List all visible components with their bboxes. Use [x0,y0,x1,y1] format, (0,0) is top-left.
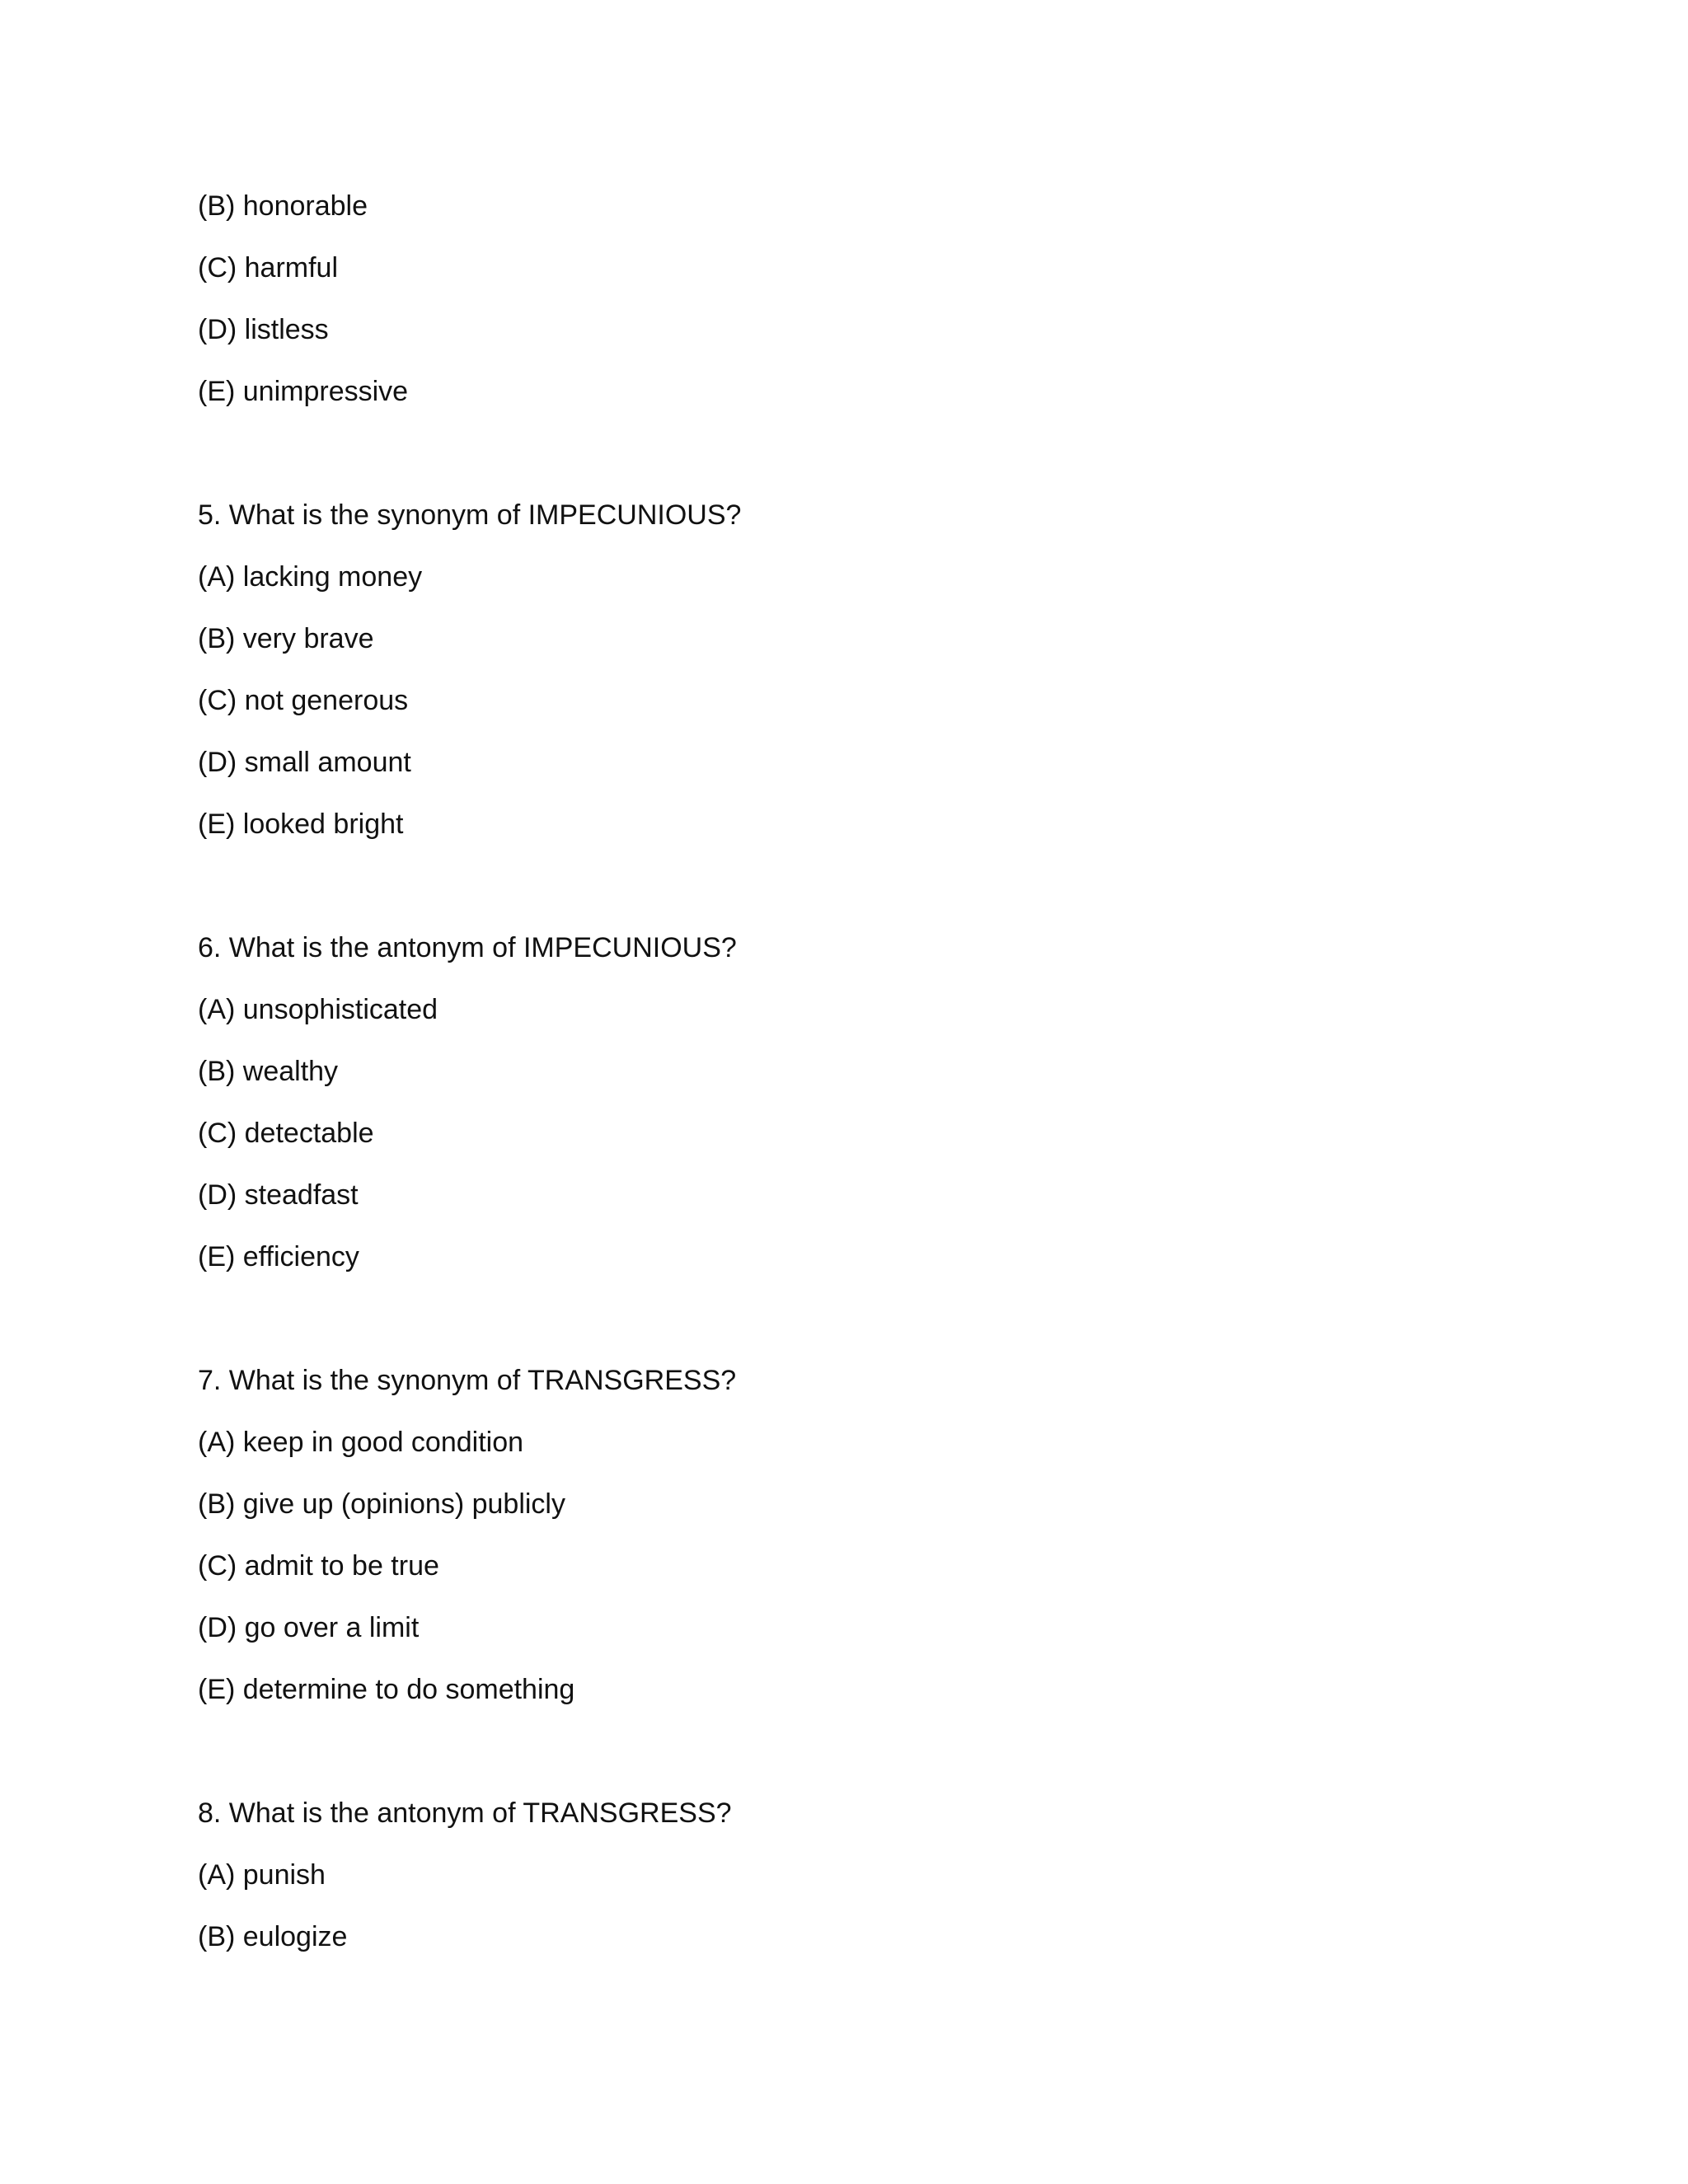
option-line: (D) go over a limit [198,1612,420,1643]
question-8-block [198,1797,1517,1953]
option-line: (B) honorable [198,190,368,222]
question-7-block [198,1364,1517,1706]
question-6-block [198,931,1517,1273]
question-4-options-continued [198,190,1517,408]
option-line: (E) efficiency [198,1241,359,1272]
option-line: (B) wealthy [198,1056,339,1087]
option-line: (B) eulogize [198,1921,348,1952]
question-6-text: 6. What is the antonym of IMPECUNIOUS? [198,932,737,963]
option-line: (E) determine to do something [198,1674,575,1705]
option-line: (E) unimpressive [198,376,409,407]
option-line: (C) detectable [198,1118,374,1149]
option-line: (B) give up (opinions) publicly [198,1488,565,1520]
option-line: (A) punish [198,1859,326,1891]
option-line: (D) listless [198,314,329,345]
option-line: (D) steadfast [198,1179,359,1211]
option-line: (C) not generous [198,685,409,716]
option-line: (A) unsophisticated [198,994,438,1025]
question-5-block [198,499,1517,841]
option-line: (C) harmful [198,252,339,284]
option-line: (A) keep in good condition [198,1427,524,1458]
question-5-text: 5. What is the synonym of IMPECUNIOUS? [198,499,742,531]
page-content [198,190,1517,1982]
option-line: (C) admit to be true [198,1550,439,1582]
option-line: (B) very brave [198,623,374,654]
option-line: (A) lacking money [198,561,423,593]
question-8-text: 8. What is the antonym of TRANSGRESS? [198,1797,732,1829]
option-line: (E) looked bright [198,808,404,840]
option-line: (D) small amount [198,747,411,778]
question-7-text: 7. What is the synonym of TRANSGRESS? [198,1365,737,1396]
